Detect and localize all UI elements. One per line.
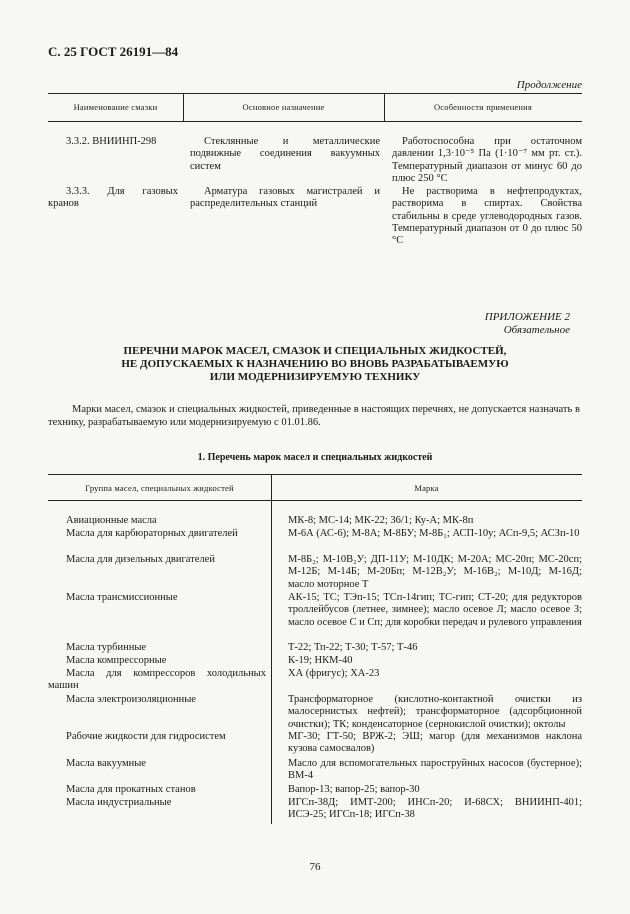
oil-brands: ХА (фригус); ХА-23 xyxy=(288,668,380,679)
table-1-header-purpose: Основное назначение xyxy=(242,102,325,112)
lubricant-features: Работоспособна при остаточном давлении 1,3·10⁻⁵ Па (1·10⁻⁷ мм рт. ст.). Температурный диапазон от минус 60 до плюс 250 °С xyxy=(392,136,582,184)
oil-brands: Вапор-13; вапор-25; вапор-30 xyxy=(288,784,420,795)
oil-group: Авиационные масла xyxy=(66,515,157,526)
title-line: ИЛИ МОДЕРНИЗИРУЕМУЮ ТЕХНИКУ xyxy=(209,371,421,383)
oil-brands: М-8Б₂; М-10В₂У; ДП-11У; М-10ДК; М-20А; МС-20п; МС-20сп; М-12Б; М-14Б; М-20Бп; М-12В₂У; М-16В₂; М-10Д; М-16Д; масло моторное Т xyxy=(288,554,582,590)
table-2-top-rule xyxy=(48,474,582,475)
oil-brands: МГ-30; ГТ-50; ВРЖ-2; ЭШ; магор (для механизмов наклона кузова самосвалов) xyxy=(288,731,582,755)
table-1-header-name: Наименование смазки xyxy=(73,102,158,112)
appendix-label: ПРИЛОЖЕНИЕ 2 xyxy=(484,311,570,323)
oil-group: Масла для прокатных станов xyxy=(66,784,196,795)
table-2-header-brand: Марка xyxy=(414,483,439,493)
oil-group: Масла для компрессоров холодильных машин xyxy=(48,668,266,692)
table-2-col-divider xyxy=(271,474,272,824)
lubricant-name: 3.3.2. ВНИИНП-298 xyxy=(66,136,157,147)
oil-brands: М-6А (АС-6); М-8А; М-8БУ; М-8Б₁; АСП-10у; АСп-9,5; АСЗп-10 xyxy=(288,528,580,539)
oil-group: Масла индустриальные xyxy=(66,797,172,808)
oil-group: Масла турбинные xyxy=(66,642,147,653)
appendix-status: Обязательное xyxy=(503,324,570,336)
oil-group: Масла трансмиссионные xyxy=(66,592,178,603)
lubricant-name: 3.3.3. Для газовых кранов xyxy=(48,186,178,210)
oil-brands: К-19; НКМ-40 xyxy=(288,655,353,666)
page-header: С. 25 ГОСТ 26191—84 xyxy=(48,44,179,59)
continuation-label: Продолжение xyxy=(516,79,582,91)
oil-group: Масла для дизельных двигателей xyxy=(66,554,215,565)
lubricant-purpose: Стеклянные и металлические подвижные соединения вакуумных систем xyxy=(190,136,380,172)
oil-brands: ИГСп-38Д; ИМТ-200; ИНСп-20; И-68СХ; ВНИИНП-401; ИСЭ-25; ИГСп-18; ИГСп-38 xyxy=(288,797,582,821)
oil-brands: АК-15; ТС; ТЭп-15; ТСп-14гип; ТС-гип; СТ-20; для редукторов троллейбусов (летнее, зимнее); масло осевое Л; масло осевое З; масло осевое С и Сп; для коробки передач и рулевого управления xyxy=(288,592,582,628)
page-number: 76 xyxy=(309,861,321,873)
table-1-header-rule xyxy=(48,121,582,122)
section-title: 1. Перечень марок масел и специальных жидкостей xyxy=(197,452,433,463)
intro-paragraph: Марки масел, смазок и специальных жидкостей, приведенные в настоящих перечнях, не допускается назначать в технику, разрабатываемую или модернизируемую с 01.01.86. xyxy=(48,404,580,428)
oil-group: Масла компрессорные xyxy=(66,655,167,666)
title-line: НЕ ДОПУСКАЕМЫХ К НАЗНАЧЕНИЮ ВО ВНОВЬ РАЗРАБАТЫВАЕМУЮ xyxy=(121,358,509,370)
table-2-header-rule xyxy=(48,500,582,501)
oil-brands: Трансформаторное (кислотно-контактной очистки из малосернистых нефтей); трансформаторное (адсорбционной очистки); ТК; конденсаторное (сернокислой очистки); октолы xyxy=(288,694,582,730)
oil-brands: Т-22; Тп-22; Т-30; Т-57; Т-46 xyxy=(288,642,418,653)
oil-brands: МК-8; МС-14; МК-22; 36/1; Ку-А; МК-8п xyxy=(288,515,474,526)
lubricant-purpose: Арматура газовых магистралей и распределительных станций xyxy=(190,186,380,210)
oil-group: Рабочие жидкости для гидросистем xyxy=(66,731,226,742)
lubricant-features: Не растворима в нефтепродуктах, растворима в спиртах. Свойства стабильны в среде углеводородных газов. Температурный диапазон от 0 до плюс 50 °С xyxy=(392,186,582,247)
table-1-top-rule xyxy=(48,93,582,94)
table-1-header-features: Особенности применения xyxy=(433,102,533,112)
oil-brands: Масло для вспомогательных пароструйных насосов (бустерное); ВМ-4 xyxy=(288,758,582,782)
title-line: ПЕРЕЧНИ МАРОК МАСЕЛ, СМАЗОК И СПЕЦИАЛЬНЫХ ЖИДКОСТЕЙ, xyxy=(123,345,507,357)
oil-group: Масла электроизоляционные xyxy=(66,694,196,705)
appendix-title xyxy=(60,345,570,384)
oil-group: Масла вакуумные xyxy=(66,758,146,769)
table-2-header-group: Группа масел, специальных жидкостей xyxy=(85,483,234,493)
appendix-block xyxy=(485,311,570,337)
oil-group: Масла для карбюраторных двигателей xyxy=(66,528,238,539)
